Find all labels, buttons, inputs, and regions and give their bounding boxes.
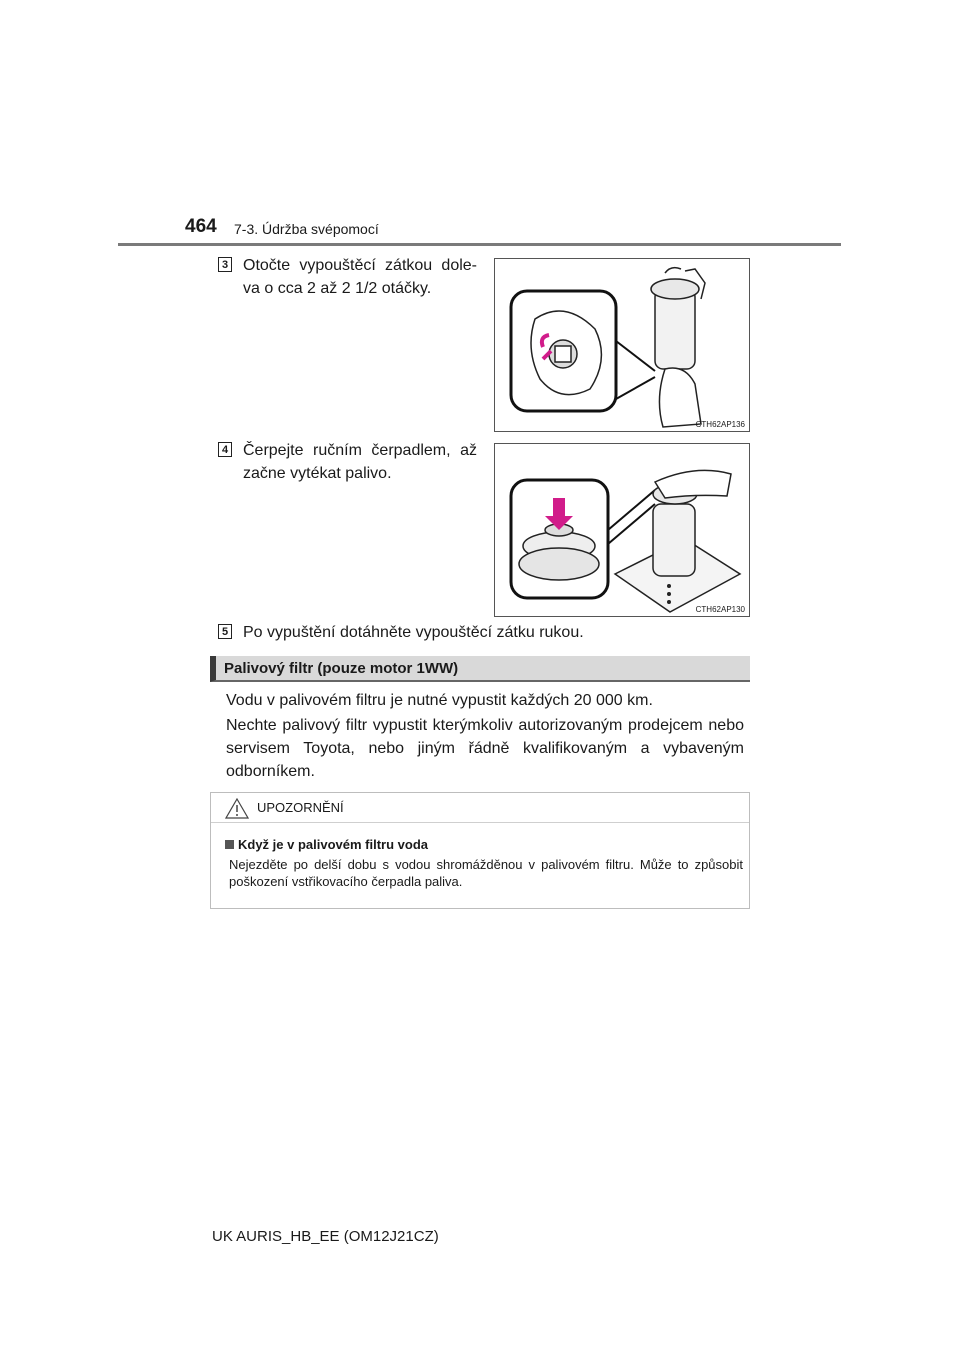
caution-box xyxy=(210,792,750,909)
caution-body: Nejezděte po delší dobu s vodou shromážděnou v palivovém filtru. Může to způsobit poškození vstřikovacího čerpadla paliva. xyxy=(229,857,743,889)
square-bullet-icon xyxy=(225,840,234,849)
caution-title: UPOZORNĚNÍ xyxy=(257,800,344,815)
caution-divider xyxy=(211,822,749,823)
page-number: 464 xyxy=(185,216,217,237)
figure-drain-plug xyxy=(494,258,750,432)
figure-code: CTH62AP136 xyxy=(695,420,745,429)
step-badge-4: 4 xyxy=(218,442,232,457)
hand-pump-illustration xyxy=(495,444,751,618)
step-5-text: Po vypuštění dotáhněte vypouštěcí zátku rukou. xyxy=(243,624,584,641)
subheading-bar xyxy=(210,656,750,682)
step-badge-5: 5 xyxy=(218,624,232,639)
section-title: 7-3. Údržba svépomocí xyxy=(234,221,379,237)
subheading-title: Palivový filtr (pouze motor 1WW) xyxy=(224,660,459,677)
footer-doc-id: UK AURIS_HB_EE (OM12J21CZ) xyxy=(212,1228,439,1245)
caution-heading-text: Když je v palivovém filtru voda xyxy=(238,837,428,852)
step-badge-3: 3 xyxy=(218,257,232,272)
step-4-text: Čerpejte ručním čerpadlem, až začne vytékat palivo. xyxy=(243,442,477,482)
drain-plug-illustration xyxy=(495,259,751,433)
header-divider xyxy=(118,243,841,246)
warning-triangle-icon xyxy=(225,798,249,819)
figure-hand-pump xyxy=(494,443,750,617)
paragraph-service: Nechte palivový filtr vypustit kterýmkoliv autorizovaným prodejcem nebo servisem Toyota, nebo jiným řádně kvalifikovaným a vybaveným odborníkem. xyxy=(226,717,744,780)
figure-code: CTH62AP130 xyxy=(695,605,745,614)
step-3-text: Otočte vypouštěcí zátkou dole-va o cca 2 až 2 1/2 otáčky. xyxy=(243,257,477,297)
caution-heading xyxy=(225,837,428,852)
paragraph-interval: Vodu v palivovém filtru je nutné vypustit každých 20 000 km. xyxy=(226,692,653,709)
